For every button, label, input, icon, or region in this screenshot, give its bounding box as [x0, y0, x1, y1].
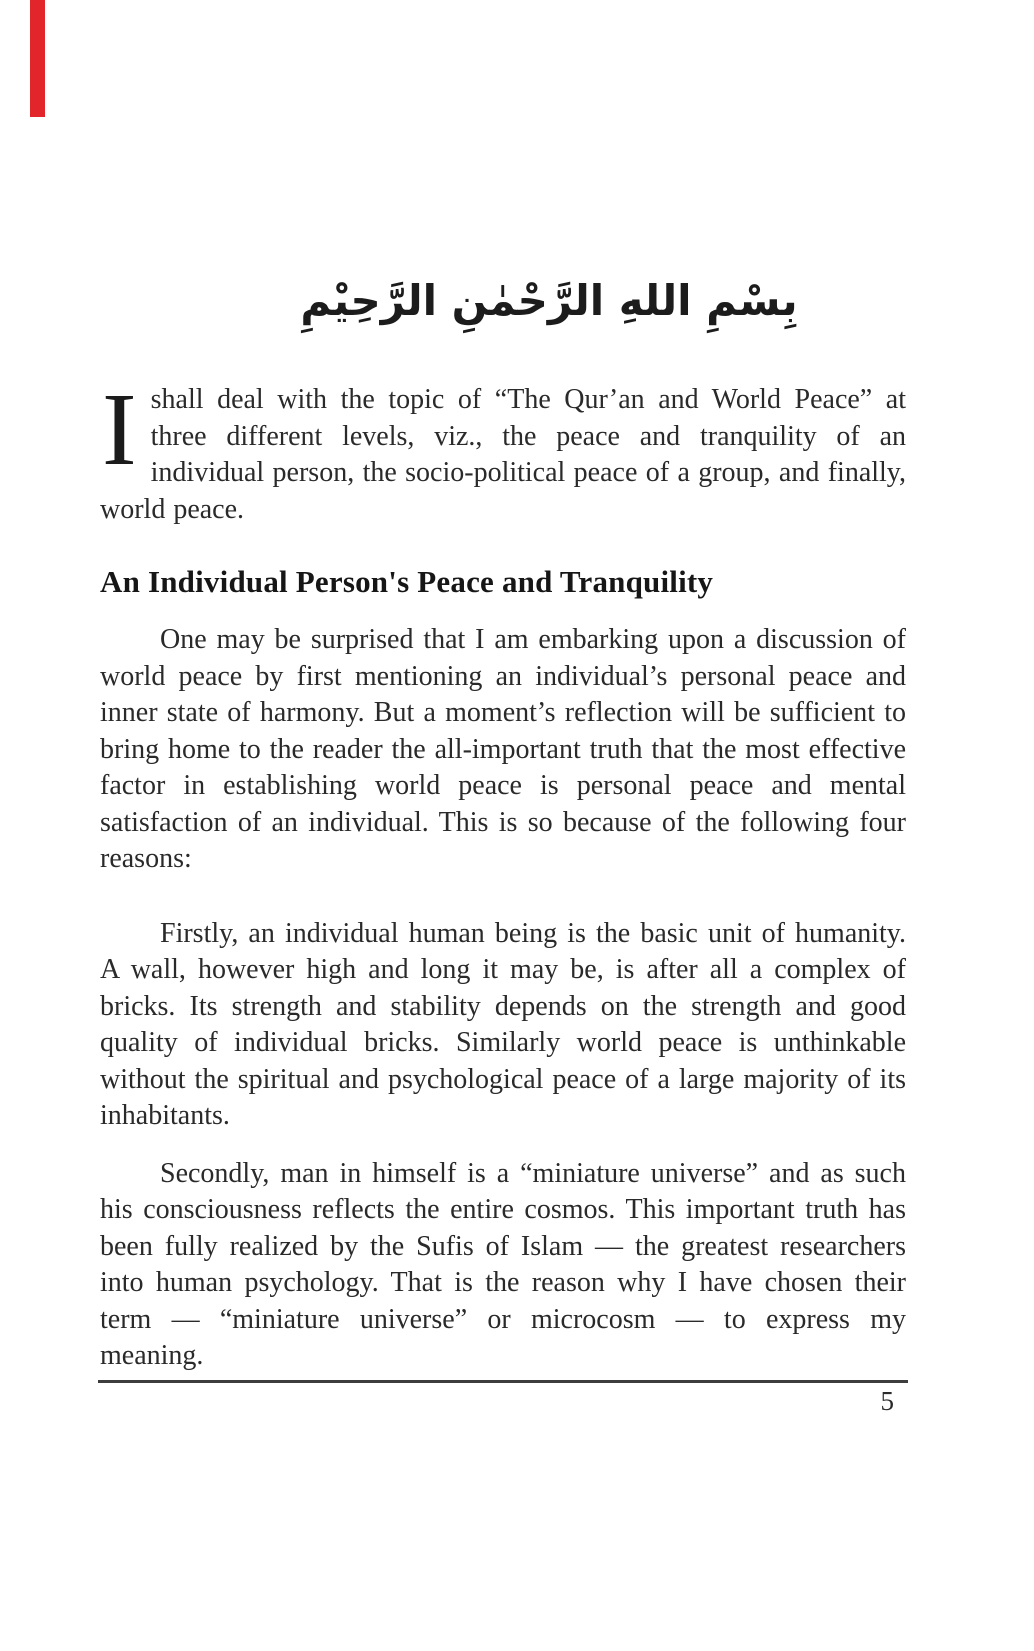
page-content-column	[100, 0, 906, 1416]
footer-divider-rule	[98, 1380, 908, 1383]
drop-cap-letter: I	[102, 372, 137, 487]
paragraph-secondly: Secondly, man in himself is a “miniature universe” and as such his consciousness reflects the entire cosmos. This important truth has been fully realized by the Sufis of Islam — the greatest researchers into human psychology. That is the reason why I have chosen their term — “miniature universe” or microcosm — to express my meaning.	[100, 1157, 906, 1371]
bismillah-calligraphy: بِسْمِ اللهِ الرَّحْمٰنِ الرَّحِيْمِ	[300, 276, 798, 325]
red-bookmark-strip	[30, 0, 45, 117]
page-number: 5	[880, 1385, 894, 1416]
opening-paragraph-text: shall deal with the topic of “The Qur’an and World Peace” at three different levels, viz., the peace and tranquility of an individual person, the socio-political peace of a group, and finally, world peace.	[100, 384, 906, 525]
opening-paragraph	[100, 372, 906, 528]
paragraph-one-may-be-surprised: One may be surprised that I am embarking upon a discussion of world peace by first mentioning an individual’s personal peace and inner state of harmony. But a moment’s reflection will be sufficient to bring home to the reader the all-important truth that the most effective factor in establishing world peace is personal peace and mental satisfaction of an individual. This is so because of the following four reasons:	[100, 624, 906, 874]
paragraph-firstly: Firstly, an individual human being is the basic unit of humanity. A wall, however high and long it may be, is after all a complex of bricks. Its strength and stability depends on the strength and good quality of individual bricks. Similarly world peace is unthinkable without the spiritual and psychological peace of a large majority of its inhabitants.	[100, 917, 906, 1131]
section-heading: An Individual Person's Peace and Tranquility	[100, 564, 714, 599]
